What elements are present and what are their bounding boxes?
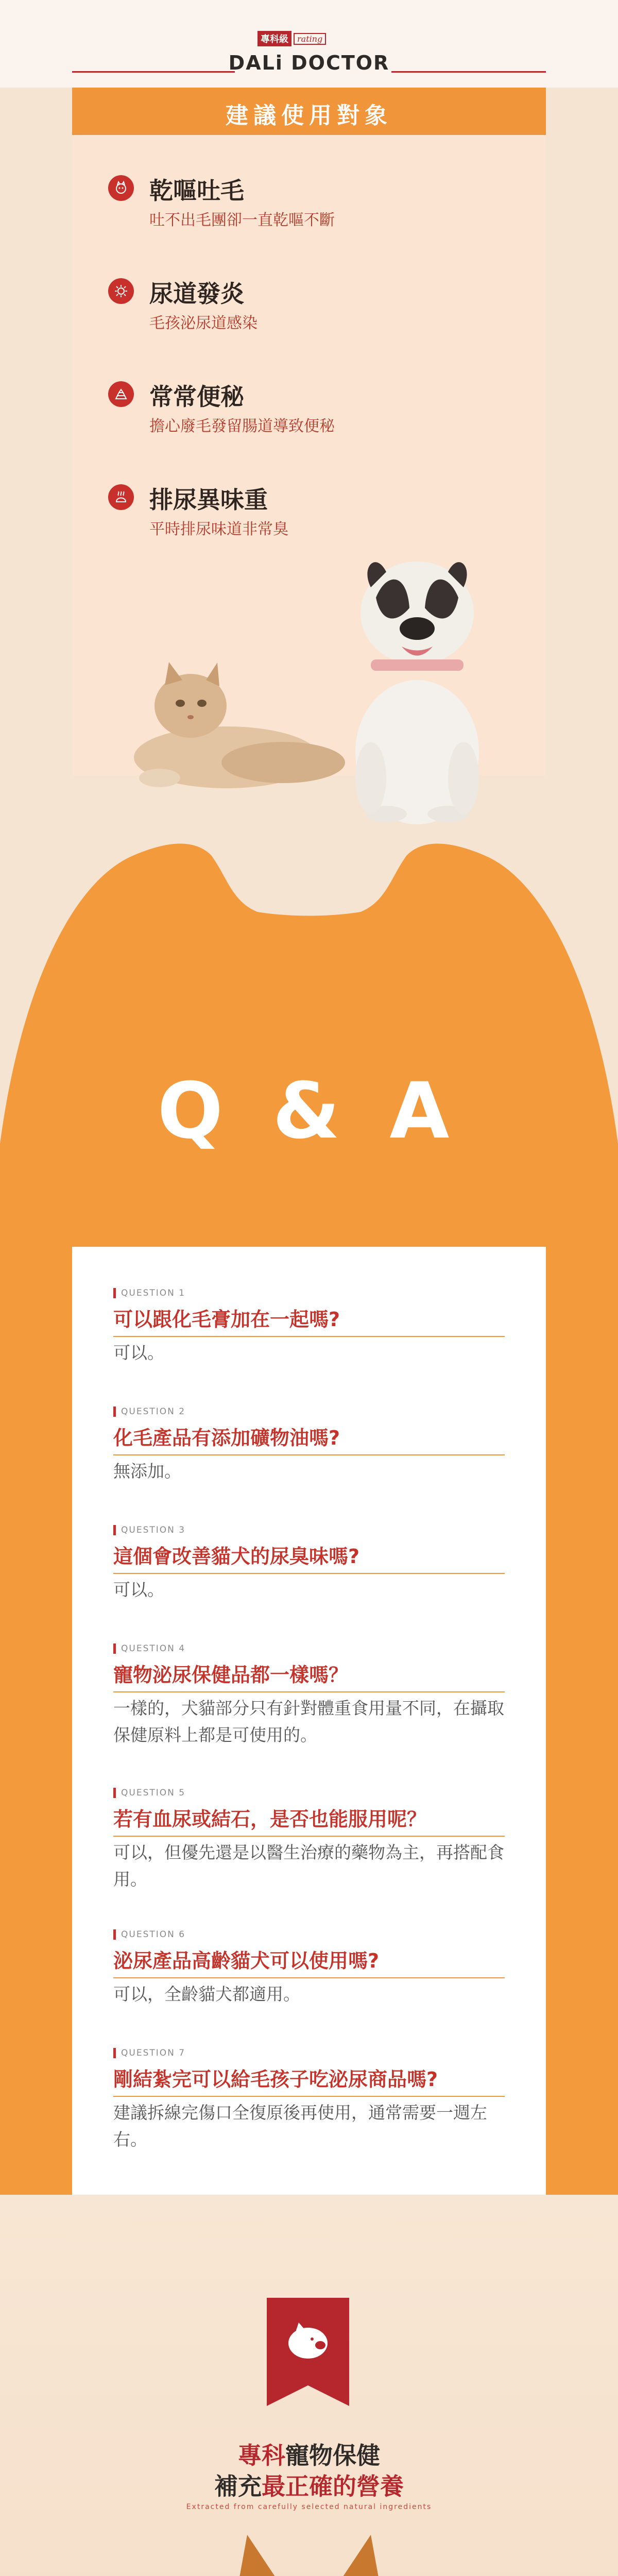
question-text: 剛結紮完可以給毛孩子吃泌尿商品嗎?: [113, 2063, 505, 2097]
answer-text: 可以，但優先還是以醫生治療的藥物為主，再搭配食用。: [113, 1842, 504, 1889]
recommend-title: 建議使用對象: [226, 103, 392, 129]
pig-logo-ribbon: [267, 2298, 349, 2406]
vomit-cat-icon: [108, 175, 134, 201]
cat-and-bulldog-illustration: [129, 536, 510, 824]
answer-text: 一樣的，犬貓部分只有針對體重食用量不同，在攝取保健原料上都是可使用的。: [113, 1698, 504, 1745]
header: [0, 0, 618, 88]
pomeranian-illustration: [154, 2514, 464, 2576]
recommend-item: [108, 278, 469, 340]
question-marker: [113, 1929, 116, 1940]
question-marker: [113, 1788, 116, 1798]
question-label: [113, 1525, 185, 1535]
question-text: 泌尿產品高齡貓犬可以使用嗎?: [113, 1945, 505, 1978]
recommend-item-head: 乾嘔吐毛: [149, 177, 244, 205]
answer-text: 可以。: [113, 1343, 164, 1363]
question-marker: [113, 1643, 116, 1654]
urinary-icon: [108, 278, 134, 304]
rating-badge-en: rating: [294, 33, 326, 45]
question-number: QUESTION 5: [121, 1788, 186, 1798]
question-number: QUESTION 4: [121, 1643, 186, 1654]
recommend-item-desc: 毛孩泌尿道感染: [149, 314, 258, 332]
brand-divider-right: [391, 71, 546, 73]
answer-text: 可以。: [113, 1580, 164, 1600]
recommend-item-head: 尿道發炎: [149, 280, 244, 308]
footer-tagline-line1: [0, 2437, 618, 2471]
rating-badge: [258, 32, 326, 45]
brand-logo-text: DALi DOCTOR: [228, 52, 390, 74]
question-number: QUESTION 7: [121, 2048, 186, 2058]
brand-row: [0, 52, 618, 74]
qa-title: Q & A: [157, 1066, 461, 1156]
question-text: 若有血尿或結石，是否也能服用呢？: [113, 1803, 505, 1837]
footer-tagline-text: 補充: [214, 2472, 262, 2500]
question-text: 化毛產品有添加礦物油嗎?: [113, 1422, 505, 1455]
question-marker: [113, 1288, 116, 1298]
question-text: 這個會改善貓犬的尿臭味嗎?: [113, 1540, 505, 1574]
recommend-item-head: 常常便秘: [149, 383, 244, 411]
footer-tagline-line2: [0, 2468, 618, 2502]
question-label: [113, 1929, 185, 1940]
qa-card: [72, 1247, 546, 2195]
recommend-item-desc: 吐不出毛團卻一直乾嘔不斷: [149, 211, 335, 229]
question-number: QUESTION 3: [121, 1525, 186, 1535]
question-label: [113, 1788, 185, 1798]
question-marker: [113, 1406, 116, 1417]
question-number: QUESTION 1: [121, 1288, 186, 1298]
constipation-icon: [108, 381, 134, 407]
footer-tagline-emphasis: 最正確的營養: [262, 2472, 404, 2500]
question-text: 寵物泌尿保健品都一樣嗎？: [113, 1659, 505, 1692]
question-label: [113, 1643, 185, 1654]
question-marker: [113, 2048, 116, 2058]
recommend-item: [108, 175, 469, 237]
recommend-item-head: 排尿異味重: [149, 486, 268, 514]
question-text: 可以跟化毛膏加在一起嗎?: [113, 1303, 505, 1337]
answer-text: 建議拆線完傷口全復原後再使用，通常需要一週左右。: [113, 2103, 487, 2149]
footer-tagline-text: 寵物保健: [285, 2442, 380, 2469]
footer-tagline-emphasis: 專科: [238, 2442, 285, 2469]
question-marker: [113, 1525, 116, 1535]
question-label: [113, 2048, 185, 2058]
question-number: QUESTION 2: [121, 1406, 186, 1417]
question-label: [113, 1288, 185, 1298]
recommend-item-desc: 擔心廢毛發留腸道導致便秘: [149, 417, 335, 435]
footer-tagline-en: Extracted from carefully selected natural ingredients: [186, 2503, 432, 2511]
question-label: [113, 1406, 185, 1417]
recommend-title-bar: [72, 88, 546, 135]
recommend-item-desc: 平時排尿味道非常臭: [149, 520, 288, 538]
odor-icon: [108, 484, 134, 510]
question-number: QUESTION 6: [121, 1929, 186, 1940]
rating-badge-zh: 專科級: [258, 31, 291, 46]
answer-text: 無添加。: [113, 1461, 181, 1481]
recommend-item: [108, 381, 469, 443]
answer-text: 可以，全齡貓犬都適用。: [113, 1984, 300, 2004]
